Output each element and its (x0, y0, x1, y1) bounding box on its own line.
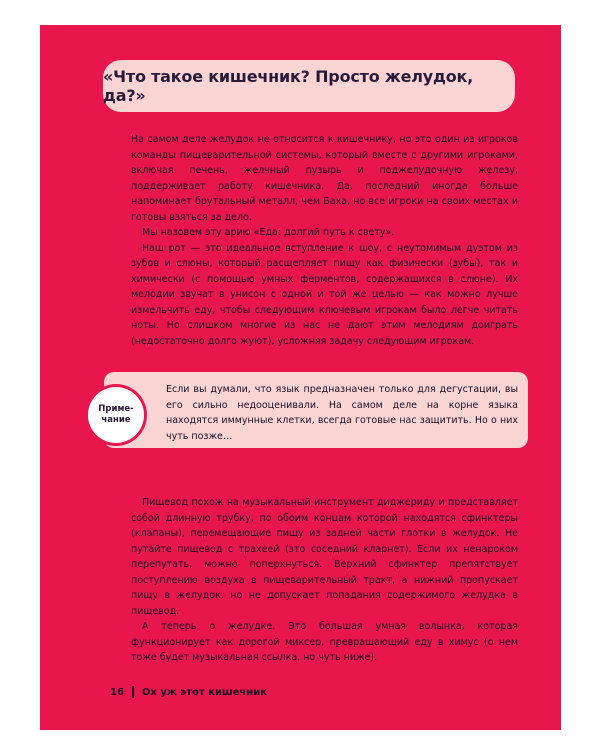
note-badge (88, 387, 144, 443)
paragraph: Наш рот — это идеальное вступление к шоу, с неутомимым дуэтом из зубов и слюны, который расщепляет пищу как физически (зубы), так и химически (с помощью умных ферментов, содержащихся в слюне). Их мелодии звучат в унисон с одной и той же целью — как можно лучше измельчить еду, чтобы следующим ключевым игрокам было легче читать ноты. Но слишком многие из нас не дают этим мелодиям доиграть (недостаточно долго жуют), усложняя задачу следующим игрокам. (131, 242, 518, 347)
page-heading: «Что такое кишечник? Просто желудок, да?» (103, 67, 474, 105)
running-title: Ох уж этот кишечник (141, 686, 267, 698)
note-badge-line2: чание (101, 415, 131, 425)
note-box (104, 372, 528, 448)
note-text: Если вы думали, что язык предназначен только для дегустации, вы его сильно недооценивали. На самом деле на корне языка находятся иммунные клетки, всегда готовые нас защитить. Но о них чуть позже… (166, 384, 518, 442)
paragraph: А теперь о желудке. Это большая умная волынка, которая функционирует как дорогой миксер, превращающий еду в химус (о нем тоже будет музыкальная ссылка, но чуть ниже). (131, 621, 518, 663)
text-block-two (131, 495, 518, 666)
heading-box (103, 60, 515, 112)
paragraph: На самом деле желудок не относится к кишечнику, но это один из игроков команды пищеварительной системы, который вместе с другими игроками, включая печень, желчный пузырь и поджелудочную железу, поддерживает работу кишечника. Да, последний иногда больше напоминает брутальный металл, чем Баха, но все игроки на своих местах и готовы взяться за дело. (131, 134, 518, 223)
page-number: 16 (110, 686, 124, 698)
footer-separator (132, 686, 134, 698)
text-block-one (131, 132, 518, 349)
paragraph: Мы назовем эту арию «Еда: долгий путь к свету». (142, 227, 395, 238)
paragraph: Пищевод похож на музыкальный инструмент диджериду и представляет собой длинную трубку, по обоим концам которой находятся сфинктеры (клапаны), перемещающие пищу из задней части глотки в желудок. Не путайте пищевод с трахеей (это соседний кларнет). Если их ненароком перепутать, можно поперхнуться. Верхний сфинктер препятствует поступлению воздуха в пищеварительный тракт, а нижний пропускает пищу в желудок, но не допускает попадания содержимого желудка в пищевод. (131, 497, 518, 617)
page-footer (110, 686, 267, 698)
book-page (40, 25, 561, 730)
note-badge-line1: Приме- (98, 404, 134, 414)
